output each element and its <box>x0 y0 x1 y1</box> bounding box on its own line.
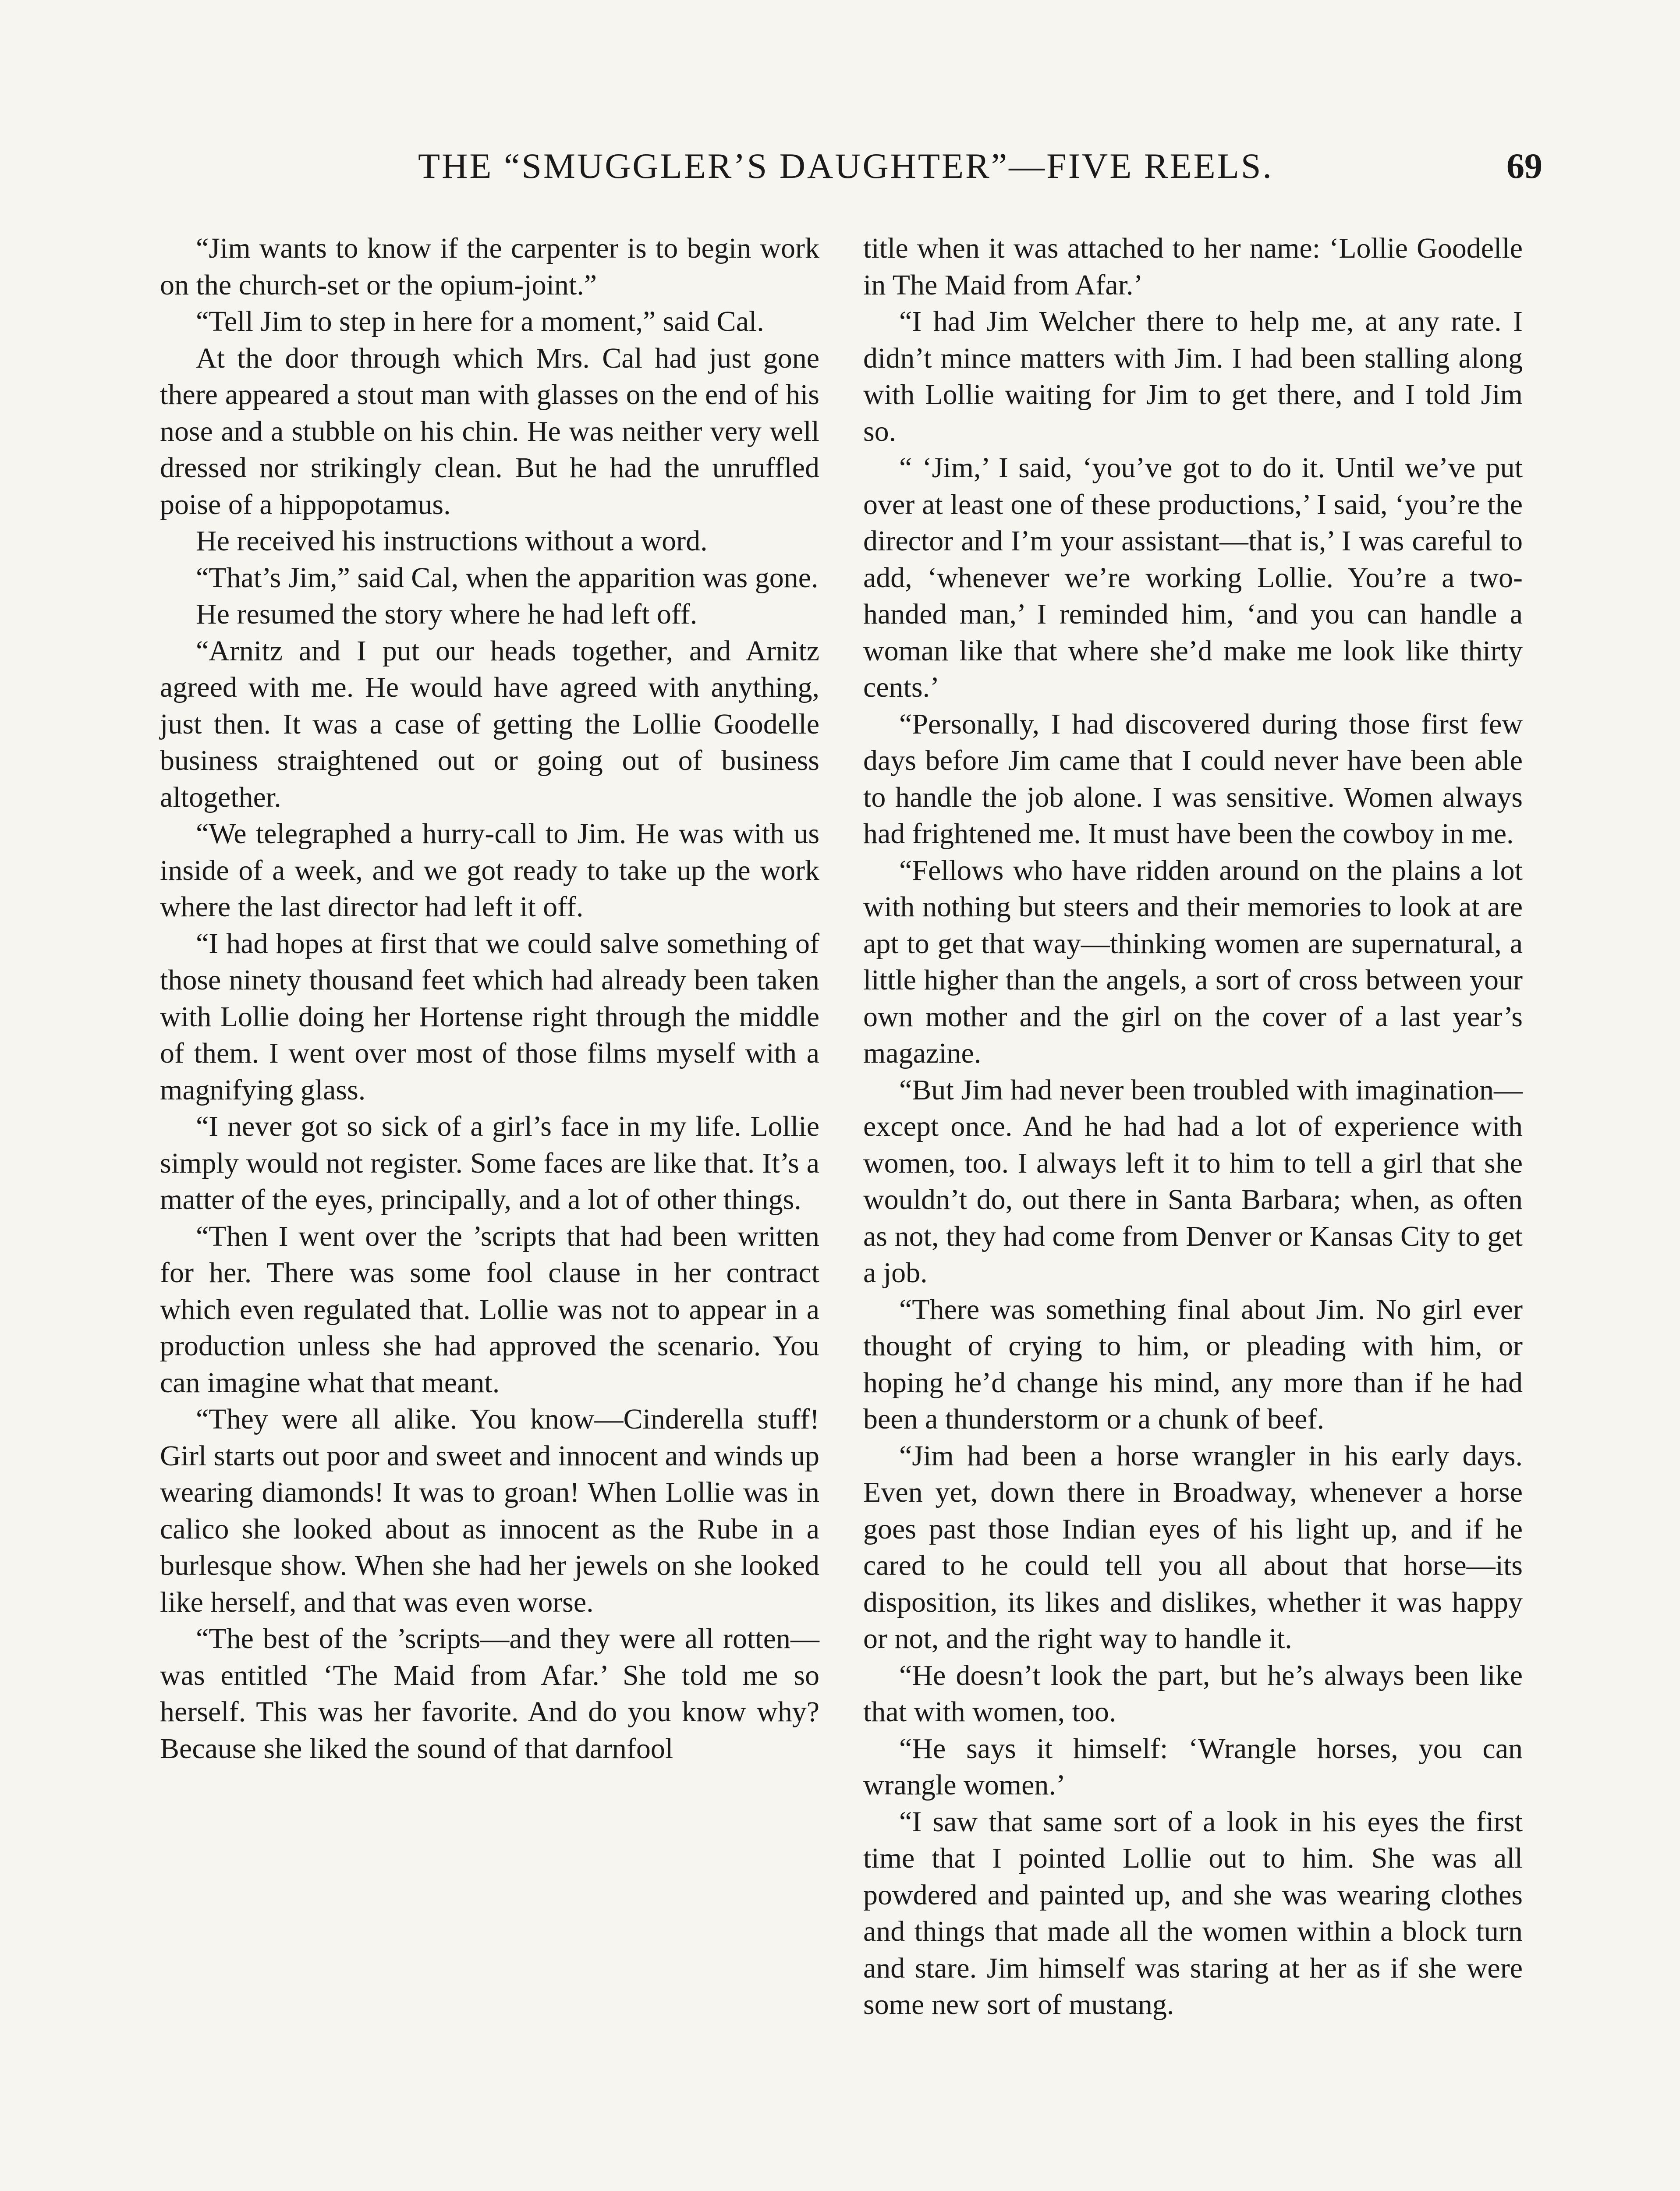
running-title: THE “SMUGGLER’S DAUGHTER”—FIVE REELS. <box>418 146 1273 186</box>
text-columns <box>160 230 1523 2191</box>
paragraph: “I never got so sick of a girl’s face in my life. Lollie simply would not register. Some faces are like that. It’s a matter of the eyes, principally, and a lot of other things. <box>160 1110 819 1216</box>
paragraph: “He doesn’t look the part, but he’s always been like that with women, too. <box>863 1659 1523 1728</box>
paragraph: “Jim had been a horse wrangler in his early days. Even yet, down there in Broadway, whenever a horse goes past those Indian eyes of his light up, and if he cared to he could tell you all about that horse—its disposition, its likes and dislikes, whether it was happy or not, and the right way to handle it. <box>863 1439 1523 1655</box>
paragraph: “I had hopes at first that we could salve something of those ninety thousand feet which had already been taken with Lollie doing her Hortense right through the middle of them. I went over most of those films myself with a magnifying glass. <box>160 927 819 1106</box>
paragraph: At the door through which Mrs. Cal had just gone there appeared a stout man with glasses on the end of his nose and a stubble on his chin. He was neither very well dressed nor strikingly clean. But he had the unruffled poise of a hippopotamus. <box>160 342 819 521</box>
paragraph: He resumed the story where he had left off. <box>196 598 698 630</box>
paragraph: “Then I went over the ’scripts that had been written for her. There was some fool clause in her contract which even regulated that. Lollie was not to appear in a production unless she had approved the scenario. You can imagine what that meant. <box>160 1220 819 1399</box>
paragraph: He received his instructions without a word. <box>196 525 708 557</box>
page-number: 69 <box>1506 146 1542 186</box>
paragraph: “Fellows who have ridden around on the plains a lot with nothing but steers and their memories to look at are apt to get that way—thinking women are supernatural, a little higher than the angels, a sort of cross between your own mother and the girl on the cover of a last year’s magazine. <box>863 854 1523 1069</box>
paragraph: “I had Jim Welcher there to help me, at any rate. I didn’t mince matters with Jim. I had been stalling along with Lollie waiting for Jim to get there, and I told Jim so. <box>863 305 1523 447</box>
paragraph-continuation: title when it was attached to her name: ‘Lollie Goodelle in The Maid from Afar.’ <box>863 232 1523 301</box>
running-head <box>158 145 1542 198</box>
paragraph: “But Jim had never been troubled with imagination—except once. And he had had a lot of experience with women, too. I always left it to him to tell a girl that she wouldn’t do, out there in Santa Barbara; when, as often as not, they had come from Denver or Kansas City to get a job. <box>863 1074 1523 1289</box>
paragraph: “We telegraphed a hurry-call to Jim. He was with us inside of a week, and we got ready to take up the work where the last director had left it off. <box>160 818 819 923</box>
right-column <box>863 230 1523 2023</box>
paragraph: “The best of the ’scripts—and they were all rotten—was entitled ‘The Maid from Afar.’ She told me so herself. This was her favorite. And do you know why? Because she liked the sound of that darnfool <box>160 1623 819 1765</box>
paragraph: “They were all alike. You know—Cinderella stuff! Girl starts out poor and sweet and innocent and winds up wearing diamonds! It was to groan! When Lollie was in calico she looked about as innocent as the Rube in a burlesque show. When she had her jewels on she looked like herself, and that was even worse. <box>160 1403 819 1618</box>
paragraph: “Tell Jim to step in here for a moment,” said Cal. <box>196 305 764 337</box>
paragraph: “There was something final about Jim. No girl ever thought of crying to him, or pleading with him, or hoping he’d change his mind, any more than if he had been a thunderstorm or a chunk of beef. <box>863 1293 1523 1435</box>
paragraph: “I saw that same sort of a look in his eyes the first time that I pointed Lollie out to him. She was all powdered and painted up, and she was wearing clothes and things that made all the women within a block turn and stare. Jim himself was staring at her as if she were some new sort of mustang. <box>863 1805 1523 2021</box>
paragraph: “He says it himself: ‘Wrangle horses, you can wrangle women.’ <box>863 1732 1523 1801</box>
paragraph: “Arnitz and I put our heads together, and Arnitz agreed with me. He would have agreed with anything, just then. It was a case of getting the Lollie Goodelle business straightened out or going out of business altogether. <box>160 635 819 813</box>
paragraph: “Jim wants to know if the carpenter is to begin work on the church-set or the opium-joint.” <box>160 232 819 301</box>
paragraph: “ ‘Jim,’ I said, ‘you’ve got to do it. Until we’ve put over at least one of these productions,’ I said, ‘you’re the director and I’m your assistant—that is,’ I was careful to add, ‘whenever we’re working Lollie. You’re a two-handed man,’ I reminded him, ‘and you can handle a woman like that where she’d make me look like thirty cents.’ <box>863 452 1523 703</box>
paragraph: “Personally, I had discovered during those first few days before Jim came that I could never have been able to handle the job alone. I was sensitive. Women always had frightened me. It must have been the cowboy in me. <box>863 708 1523 850</box>
left-column <box>160 230 819 1767</box>
paragraph: “That’s Jim,” said Cal, when the apparition was gone. <box>196 561 819 594</box>
